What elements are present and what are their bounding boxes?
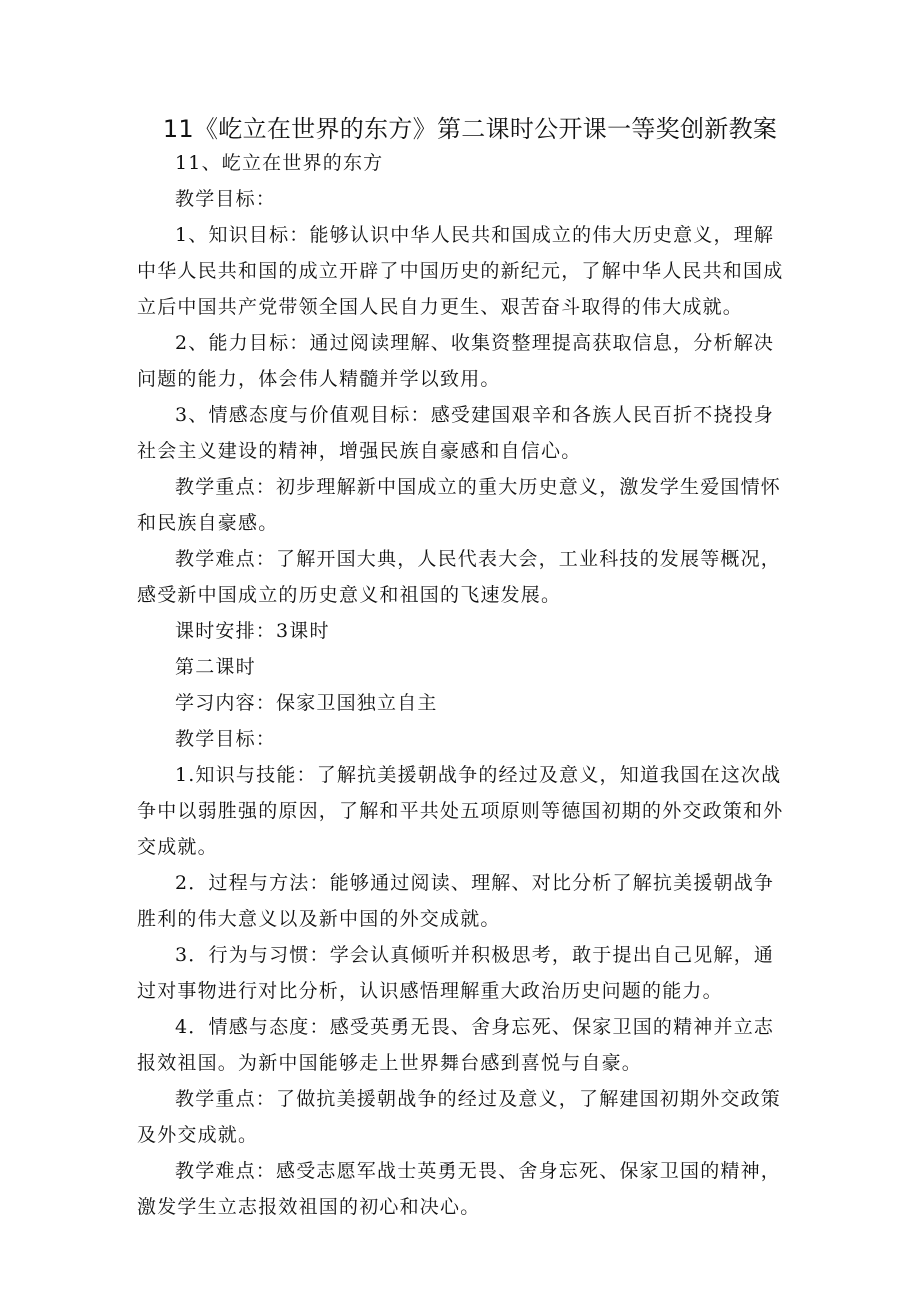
paragraph-ability-goal: 2、能力目标：通过阅读理解、收集资整理提高获取信息，分析解决问题的能力，体会伟人精髓并学以致用。	[137, 332, 775, 390]
paragraph-learning-content: 学习内容：保家卫国独立自主	[175, 692, 438, 714]
paragraph-lesson-heading: 11、屹立在世界的东方	[175, 152, 384, 174]
paragraph-second-lesson: 第二课时	[175, 656, 256, 678]
paragraph-emotion-goal: 3、情感态度与价值观目标：感受建国艰辛和各族人民百折不挠投身社会主义建设的精神，增强民族自豪感和自信心。	[137, 404, 775, 462]
paragraph-knowledge-skills: 1.知识与技能：了解抗美援朝战争的经过及意义，知道我国在这次战争中以弱胜强的原因，了解和平共处五项原则等德国初期的外交政策和外交成就。	[137, 764, 784, 858]
paragraph-teaching-difficulty-2: 教学难点：感受志愿军战士英勇无畏、舍身忘死、保家卫国的精神，激发学生立志报效祖国的初心和决心。	[137, 1160, 782, 1218]
paragraph-teaching-focus-2: 教学重点：了做抗美援朝战争的经过及意义，了解建国初期外交政策及外交成就。	[137, 1088, 782, 1146]
paragraph-teaching-difficulty: 教学难点：了解开国大典，人民代表大会，工业科技的发展等概况，感受新中国成立的历史意义和祖国的飞速发展。	[137, 548, 782, 606]
paragraph-behavior-habits: 3．行为与习惯：学会认真倾听并积极思考，敢于提出自己见解，通过对事物进行对比分析，认识感悟理解重大政治历史问题的能力。	[137, 944, 775, 1002]
document-body	[137, 145, 793, 1225]
paragraph-teaching-goals-heading: 教学目标：	[175, 188, 277, 210]
paragraph-teaching-focus: 教学重点：初步理解新中国成立的重大历史意义，激发学生爱国情怀和民族自豪感。	[137, 476, 782, 534]
paragraph-knowledge-goal: 1、知识目标：能够认识中华人民共和国成立的伟大历史意义，理解中华人民共和国的成立开辟了中国历史的新纪元，了解中华人民共和国成立后中国共产党带领全国人民自力更生、艰苦奋斗取得的伟大成就。	[137, 224, 784, 318]
paragraph-process-methods: 2．过程与方法：能够通过阅读、理解、对比分析了解抗美援朝战争胜利的伟大意义以及新中国的外交成就。	[137, 872, 775, 930]
document-title: 11《屹立在世界的东方》第二课时公开课一等奖创新教案	[162, 115, 778, 143]
paragraph-emotion-attitude: 4．情感与态度：感受英勇无畏、舍身忘死、保家卫国的精神并立志报效祖国。为新中国能够走上世界舞台感到喜悦与自豪。	[137, 1016, 775, 1074]
paragraph-schedule: 课时安排：3课时	[175, 620, 330, 642]
paragraph-teaching-goals-heading-2: 教学目标：	[175, 728, 277, 750]
